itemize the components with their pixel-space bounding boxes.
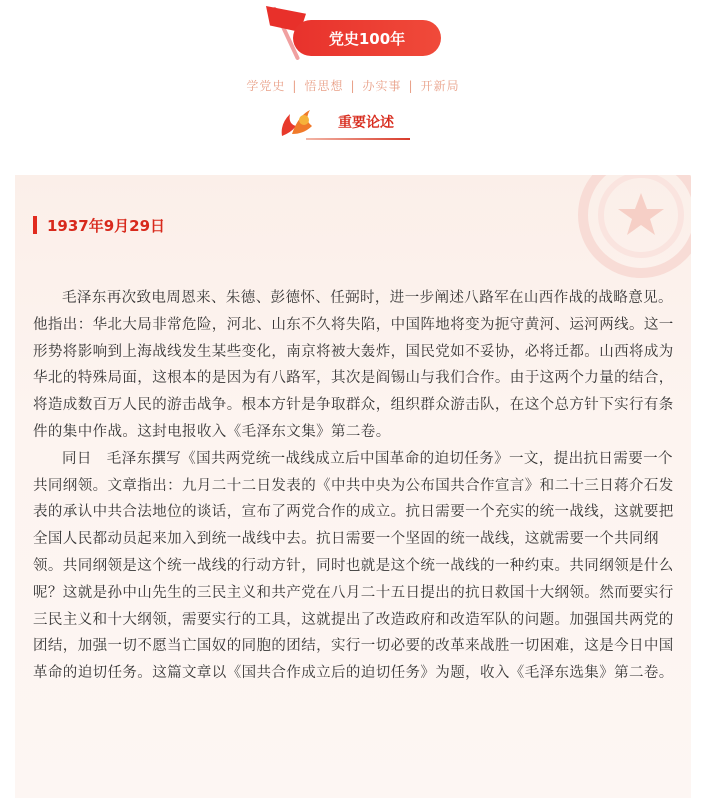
article-body (33, 285, 676, 687)
slogan-separator: | (408, 79, 414, 93)
section-header (276, 104, 416, 144)
badge-label: 党史100年 (328, 29, 406, 48)
torch-icon (278, 106, 318, 140)
paragraph: 同日 毛泽东撰写《国共两党统一战线成立后中国革命的迫切任务》一文，提出抗日需要一个共同纲领。文章指出：九月二十二日发表的《中共中央为公布国共合作宣言》和二十三日蒋介石发表的承认中共合法地位的谈话，宣布了两党合作的成立。抗日需要一个充实的统一战线，这就要把全国人民都动员起来加入到统一战线中去。抗日需要一个坚固的统一战线，这就需要一个共同纲领。共同纲领是这个统一战线的行动方针，同时也就是这个统一战线的一种约束。共同纲领是什么呢？这就是孙中山先生的三民主义和共产党在八月二十五日提出的抗日救国十大纲领。然而要实行三民主义和十大纲领，需要实行的工具，这就提出了改造政府和改造军队的问题。加强国共两党的团结，加强一切不愿当亡国奴的同胞的团结，实行一切必要的改革来战胜一切困难，这是今日中国革命的迫切任务。这篇文章以《国共合作成立后的迫切任务》为题，收入《毛泽东选集》第二卷。 (33, 450, 674, 682)
section-title: 重要论述 (338, 115, 394, 131)
article-date-header (33, 215, 165, 235)
slogan-item: 悟思想 (304, 79, 344, 93)
slogan-separator: | (292, 79, 298, 93)
party-history-badge (293, 20, 441, 56)
article-date: 1937年9月29日 (47, 216, 166, 235)
paragraph: 毛泽东再次致电周恩来、朱德、彭德怀、任弼时，进一步阐述八路军在山西作战的战略意见。他指出：华北大局非常危险，河北、山东不久将失陷，中国阵地将变为扼守黄河、运河两线。这一形势将影响到上海战线发生某些变化，南京将被大轰炸，国民党如不妥协，必将迁都。山西将成为华北的特殊局面，这根本的是因为有八路军，其次是阎锡山与我们合作。由于这两个力量的结合，将造成数百万人民的游击战争。根本方针是争取群众，组织群众游击队，在这个总方针下实行有条件的集中作战。这封电报收入《毛泽东文集》第二卷。 (33, 290, 674, 440)
star-emblem-icon (491, 175, 691, 295)
section-underline (306, 138, 410, 140)
slogan-item: 办实事 (362, 79, 402, 93)
slogan-item: 学党史 (246, 79, 286, 93)
date-marker (33, 216, 37, 234)
slogan-separator: | (350, 79, 356, 93)
slogan-line (0, 77, 706, 94)
slogan-item: 开新局 (420, 79, 460, 93)
